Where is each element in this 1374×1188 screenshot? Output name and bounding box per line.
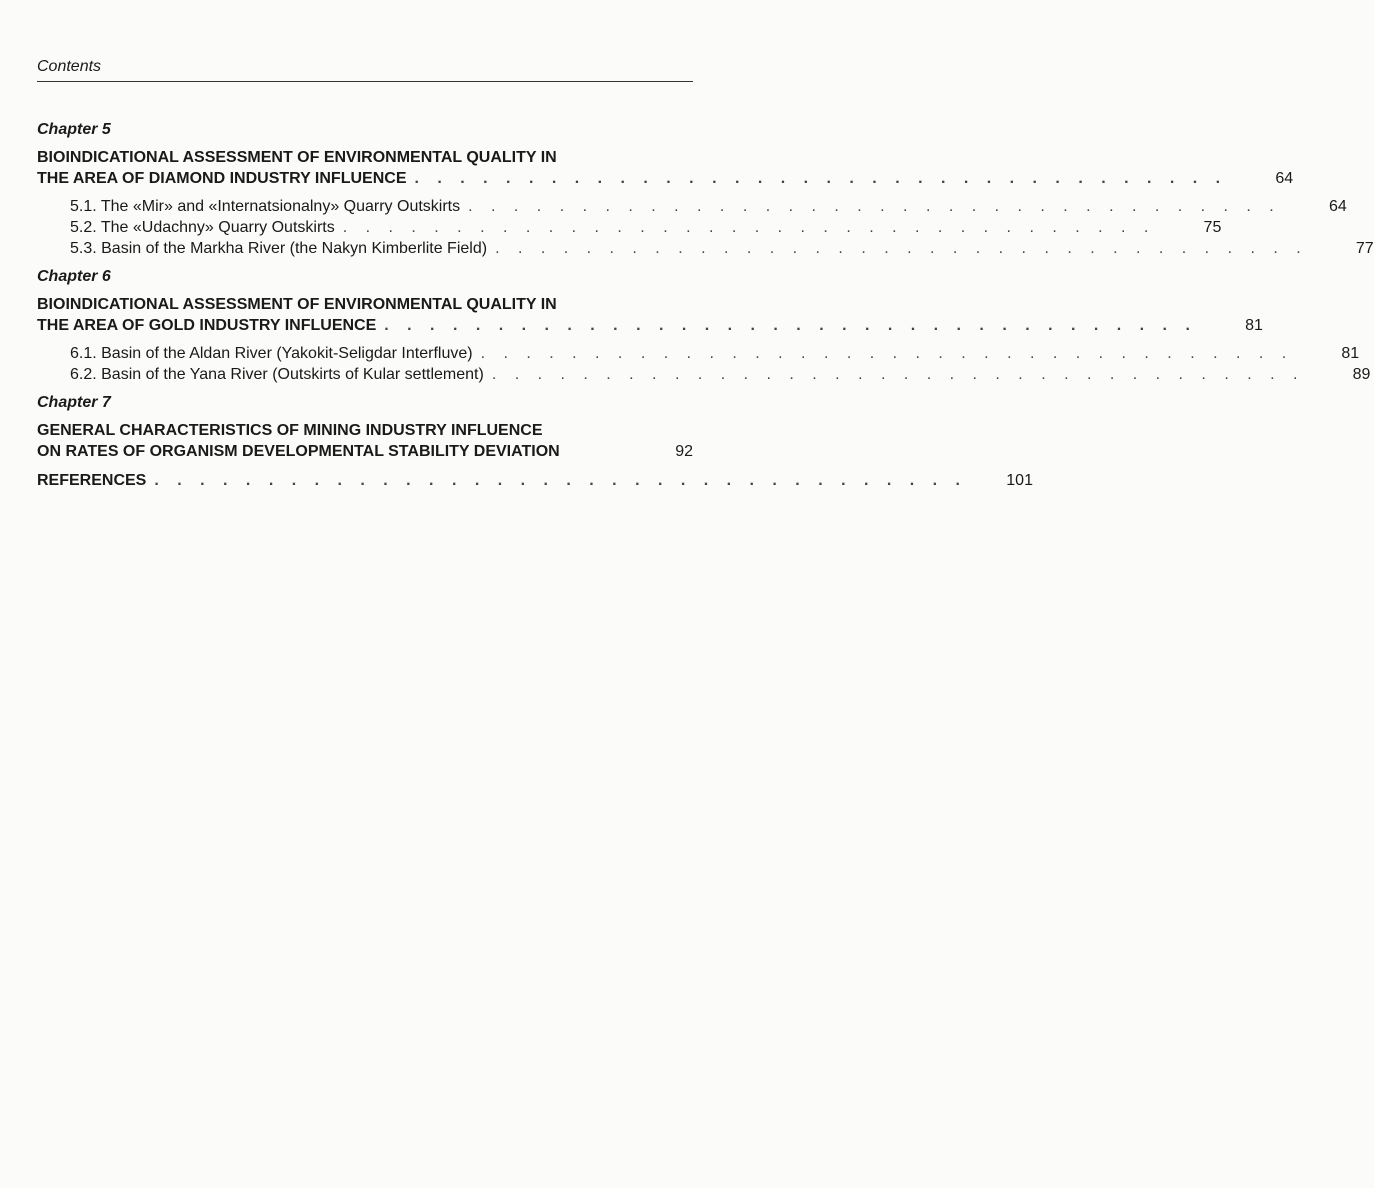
references-title: REFERENCES <box>37 472 147 489</box>
section-list <box>37 196 1374 259</box>
chapter-title-line: GENERAL CHARACTERISTICS OF MINING INDUSTRY INFLUENCE <box>37 422 543 439</box>
chapter-5 <box>37 120 1374 259</box>
dot-leader: . . . . . . . . . . . . . . . . . . . . . . . . . . . . . . . . . . . . <box>154 472 967 489</box>
dot-leader: . . . . . . . . . . . . . . . . . . . . . . . . . . . . . . . . . . . . <box>491 366 1305 383</box>
chapter-7 <box>37 393 693 462</box>
chapter-title-entry[interactable] <box>37 315 1263 336</box>
page-number: 75 <box>1203 219 1222 236</box>
page-number: 77 <box>1355 240 1374 257</box>
chapter-title-line: THE AREA OF GOLD INDUSTRY INFLUENCE <box>37 317 377 334</box>
table-of-contents <box>37 120 1374 491</box>
section-title: 6.1. Basin of the Aldan River (Yakokit-Seligdar Interfluve) <box>70 345 473 362</box>
chapter-title-line: BIOINDICATIONAL ASSESSMENT OF ENVIRONMENTAL QUALITY IN <box>37 296 557 313</box>
chapter-label: Chapter 5 <box>37 121 111 138</box>
dot-leader: . . . . . . . . . . . . . . . . . . . . . . . . . . . . . . . . . . . . <box>480 345 1294 362</box>
chapter-title-entry[interactable] <box>37 168 1294 189</box>
section-list <box>37 343 1371 385</box>
section-title: 5.2. The «Udachny» Quarry Outskirts <box>70 219 335 236</box>
section-title: 5.1. The «Mir» and «Internatsionalny» Quarry Outskirts <box>70 198 461 215</box>
page-number: 89 <box>1352 366 1371 383</box>
page-number: 92 <box>675 443 693 460</box>
chapter-label: Chapter 6 <box>37 268 111 285</box>
dot-leader: . . . . . . . . . . . . . . . . . . . . . . . . . . . . . . . . . . . . <box>384 317 1197 334</box>
dot-leader: . . . . . . . . . . . . . . . . . . . . . . . . . . . . . . . . . . . . <box>495 240 1308 257</box>
section-entry[interactable] <box>70 343 1360 364</box>
references-entry[interactable] <box>37 470 1033 491</box>
section-title: 5.3. Basin of the Markha River (the Nakyn Kimberlite Field) <box>70 240 488 257</box>
header-rule <box>37 81 693 82</box>
dot-leader: . . . . . . . . . . . . . . . . . . . . . . . . . . . . . . . . . . . . <box>342 219 1156 236</box>
section-entry[interactable] <box>70 196 1347 217</box>
page-number: 64 <box>1275 170 1294 187</box>
section-entry[interactable] <box>70 217 1222 238</box>
page-number: 81 <box>1245 317 1263 334</box>
dot-leader: . . . . . . . . . . . . . . . . . . . . . . . . . . . . . . . . . . . . <box>414 170 1228 187</box>
section-title: 6.2. Basin of the Yana River (Outskirts of Kular settlement) <box>70 366 484 383</box>
chapter-title-entry[interactable] <box>37 441 693 462</box>
section-entry[interactable] <box>70 238 1374 259</box>
chapter-title-line: BIOINDICATIONAL ASSESSMENT OF ENVIRONMENTAL QUALITY IN <box>37 149 557 166</box>
chapter-title-line: THE AREA OF DIAMOND INDUSTRY INFLUENCE <box>37 170 407 187</box>
chapter-6 <box>37 267 1371 385</box>
dot-leader: . . . . . . . . . . . . . . . . . . . . . . . . . . . . . . . . . . . . <box>468 198 1281 215</box>
page-number: 64 <box>1328 198 1347 215</box>
chapter-title-line: ON RATES OF ORGANISM DEVELOPMENTAL STABILITY DEVIATION <box>37 443 560 460</box>
chapter-label: Chapter 7 <box>37 394 111 411</box>
running-header: Contents <box>37 58 102 75</box>
section-entry[interactable] <box>70 364 1371 385</box>
page-number: 81 <box>1341 345 1360 362</box>
page-number: 101 <box>1006 472 1033 489</box>
